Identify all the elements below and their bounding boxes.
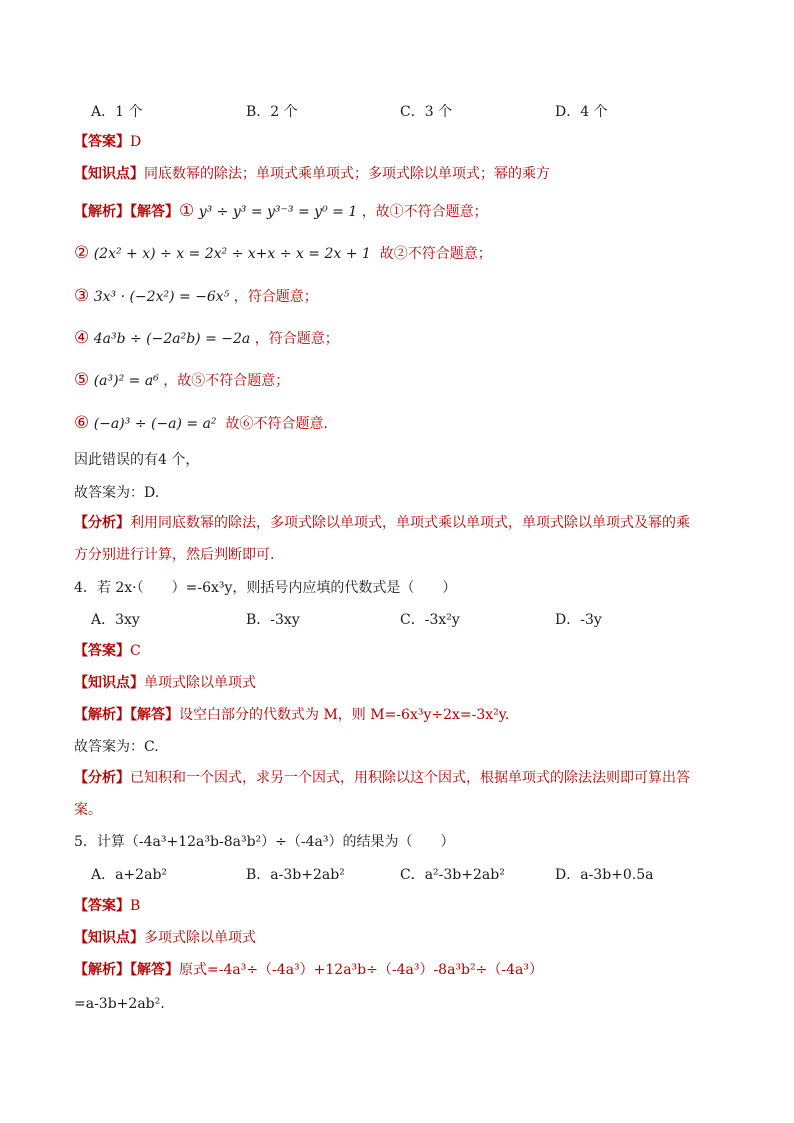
q3-final-answer: 故答案为：D. <box>74 485 160 501</box>
step-text: ，符合题意； <box>233 289 318 305</box>
q5-option-d: D．a-3b+0.5a <box>555 867 654 883</box>
knowledge-text: 多项式除以单项式 <box>144 930 256 946</box>
q5-option-a: A．a+2ab² <box>91 867 168 883</box>
step-text: 故②不符合题意； <box>379 246 492 262</box>
answer-tag: 【答案】 <box>74 134 130 150</box>
q5-analysis <box>74 960 543 980</box>
q3-step-3 <box>74 286 318 307</box>
step-text: ，故⑤不符合题意； <box>163 373 290 389</box>
step-expression: (a³)² = a⁶ <box>93 373 159 389</box>
analysis-tag: 【解析】【解答】 <box>74 204 179 220</box>
q3-option-a: A．1 个 <box>91 104 143 120</box>
analysis-summary-text: 利用同底数幂的除法，多项式除以单项式，单项式乘以单项式，单项式除以单项式及幂的乘 <box>130 515 690 531</box>
q5-knowledge-point <box>74 928 256 948</box>
q5-stem: 5．计算（-4a³+12a³b-8a³b²）÷（-4a³）的结果为（ ） <box>74 834 455 850</box>
step-marker: ⑤ <box>74 370 90 390</box>
q5-option-c: C．a²-3b+2ab² <box>400 867 505 883</box>
q3-knowledge-point <box>74 164 550 184</box>
analysis-summary-tag: 【分析】 <box>74 770 130 786</box>
step-expression: 4a³b ÷ (−2a²b) = −2a <box>93 331 251 347</box>
analysis-summary-text: 已知积和一个因式，求另一个因式，用积除以这个因式，根据单项式的除法法则即可算出答 <box>130 770 690 786</box>
step-marker: ⑥ <box>74 413 90 433</box>
q3-step-6 <box>74 413 337 434</box>
q4-option-b: B．-3xy <box>246 612 300 628</box>
analysis-tag: 【解析】【解答】 <box>74 707 179 723</box>
answer-tag: 【答案】 <box>74 898 130 914</box>
analysis-text: 设空白部分的代数式为 M，则 M=-6x³y÷2x=-3x²y. <box>179 707 510 723</box>
q4-option-a: A．3xy <box>91 612 140 628</box>
q3-step-1 <box>74 201 488 222</box>
answer-value: B <box>130 898 141 914</box>
answer-tag: 【答案】 <box>74 643 130 659</box>
q3-option-d: D．4 个 <box>555 104 608 120</box>
step-marker: ③ <box>74 286 90 306</box>
q3-analysis-line2: 方分别进行计算，然后判断即可. <box>74 547 275 563</box>
q4-answer <box>74 641 141 661</box>
step-text: ，故①不符合题意； <box>361 204 488 220</box>
answer-value: D <box>130 134 142 150</box>
step-marker: ② <box>74 243 90 263</box>
knowledge-tag: 【知识点】 <box>74 166 144 182</box>
step-expression: 3x³ · (−2x²) = −6x⁵ <box>93 289 230 305</box>
q3-options <box>0 101 794 121</box>
knowledge-tag: 【知识点】 <box>74 930 144 946</box>
step-marker: ④ <box>74 328 90 348</box>
step-expression: (2x² + x) ÷ x = 2x² ÷ x+x ÷ x = 2x + 1 <box>93 246 371 262</box>
step-marker: ① <box>179 201 195 221</box>
q4-analysis <box>74 705 509 725</box>
analysis-text: 原式=-4a³÷（-4a³）+12a³b÷（-4a³）-8a³b²÷（-4a³） <box>179 962 543 978</box>
q3-analysis-line1 <box>74 513 690 533</box>
q4-options <box>0 609 794 629</box>
step-text: ，符合题意； <box>254 331 339 347</box>
q3-step-2 <box>74 243 492 264</box>
q3-answer <box>74 132 141 152</box>
q5-answer <box>74 896 140 916</box>
q4-option-d: D．-3y <box>555 612 602 628</box>
q3-option-c: C．3 个 <box>400 104 453 120</box>
q4-analysis-line1 <box>74 768 690 788</box>
analysis-tag: 【解析】【解答】 <box>74 962 179 978</box>
q5-options <box>0 864 794 884</box>
q4-analysis-line2: 案。 <box>74 802 102 818</box>
step-expression: y³ ÷ y³ = y³⁻³ = y⁰ = 1 <box>198 204 358 220</box>
analysis-summary-tag: 【分析】 <box>74 515 130 531</box>
q3-option-b: B．2 个 <box>246 104 298 120</box>
q4-knowledge-point <box>74 673 256 693</box>
q4-final-answer: 故答案为：C. <box>74 739 159 755</box>
q3-step-5 <box>74 370 289 391</box>
q4-option-c: C．-3x²y <box>400 612 460 628</box>
knowledge-tag: 【知识点】 <box>74 675 144 691</box>
q4-stem: 4．若 2x·（ ）=-6x³y，则括号内应填的代数式是（ ） <box>74 580 457 596</box>
step-expression: (−a)³ ÷ (−a) = a² <box>93 416 217 432</box>
q5-option-b: B．a-3b+2ab² <box>246 867 345 883</box>
q5-result: =a-3b+2ab². <box>74 996 165 1012</box>
knowledge-text: 单项式除以单项式 <box>144 675 256 691</box>
answer-value: C <box>130 643 141 659</box>
step-text: 故⑥不符合题意． <box>225 416 338 432</box>
knowledge-text: 同底数幂的除法；单项式乘单项式；多项式除以单项式；幂的乘方 <box>144 166 550 182</box>
q3-step-4 <box>74 328 339 349</box>
q3-conclusion: 因此错误的有4 个， <box>74 452 200 468</box>
